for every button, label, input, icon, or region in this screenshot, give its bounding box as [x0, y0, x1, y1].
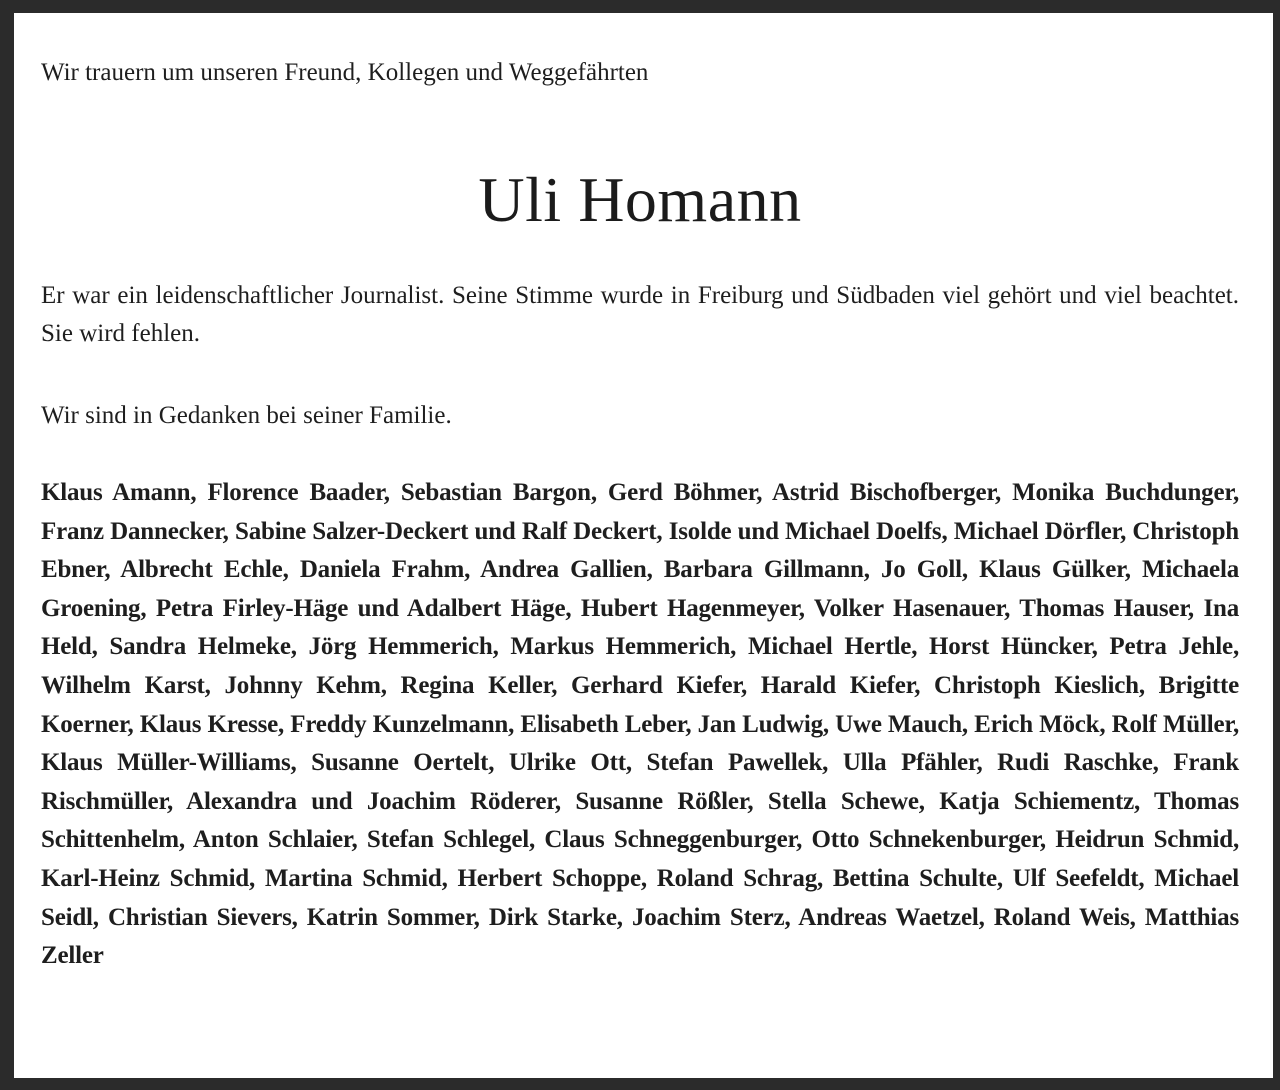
condolence-line: Wir sind in Gedanken bei seiner Familie. [41, 402, 452, 429]
intro-line: Wir trauern um unseren Freund, Kollegen und Weggefährten [41, 59, 649, 86]
deceased-name-heading: Uli Homann [478, 164, 802, 235]
signatories-list: Klaus Amann, Florence Baader, Sebastian Bargon, Gerd Böhmer, Astrid Bischofberger, Monika Buchdunger, Franz Dannecker, Sabine Salzer-Deckert und Ralf Deckert, Isolde und Michael Doelfs, Michael Dörfler, Christoph Ebner, Albrecht Echle, Daniela Frahm, Andrea Gallien, Barbara Gillmann, Jo Goll, Klaus Gülker, Michaela Groening, Petra Firley-Häge und Adalbert Häge, Hubert Hagenmeyer, Volker Hasenauer, Thomas Hauser, Ina Held, Sandra Helmeke, Jörg Hemmerich, Markus Hemmerich, Michael Hertle, Horst Hüncker, Petra Jehle, Wilhelm Karst, Johnny Kehm, Regina Keller, Gerhard Kiefer, Harald Kiefer, Christoph Kieslich, Brigitte Koerner, Klaus Kresse, Freddy Kunzelmann, Elisabeth Leber, Jan Ludwig, Uwe Mauch, Erich Möck, Rolf Müller, Klaus Müller-Williams, Susanne Oertelt, Ulrike Ott, Stefan Pawellek, Ulla Pfähler, Rudi Raschke, Frank Rischmüller, Alexandra und Joachim Röderer, Susanne Rößler, Stella Schewe, Katja Schiementz, Thomas Schittenhelm, Anton Schlaier, Stefan Schlegel, Claus Schneggenburger, Otto Schnekenburger, Heidrun Schmid, Karl-Heinz Schmid, Martina Schmid, Herbert Schoppe, Roland Schrag, Bettina Schulte, Ulf Seefeldt, Michael Seidl, Christian Sievers, Katrin Sommer, Dirk Starke, Joachim Sterz, Andreas Waetzel, Roland Weis, Matthias Zeller [41, 479, 1239, 970]
tribute-paragraph: Er war ein leidenschaftlicher Journalist. Seine Stimme wurde in Freiburg und Südbaden viel gehört und viel beachtet. Sie wird fehlen. [41, 282, 1239, 347]
